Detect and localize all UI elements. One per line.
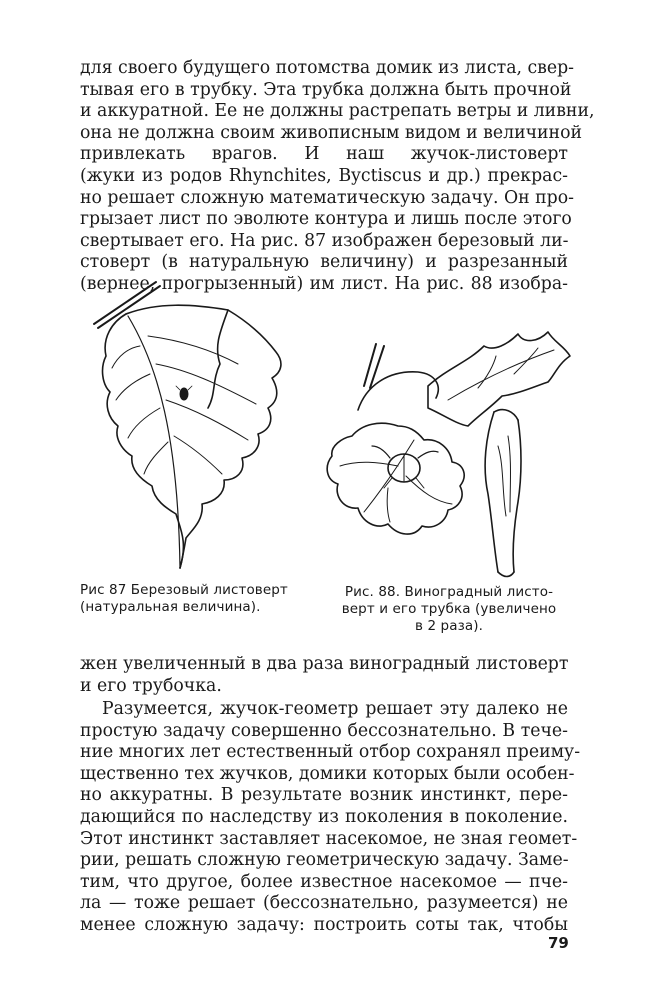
text-line: и его трубочка. bbox=[80, 675, 222, 696]
text-line: Разумеется, жучок-геометр решает эту далеко не bbox=[102, 699, 568, 719]
text-line: менее сложную задачу: построить соты так, чтобы bbox=[80, 914, 568, 935]
text-line: (жуки из родов Rhynchites, Byctiscus и др.) прекрас- bbox=[80, 165, 568, 186]
text-line: тим, что другое, более известное насекомое — пче- bbox=[80, 871, 568, 892]
text-line: но решает сложную математическую задачу. Он про- bbox=[80, 187, 574, 208]
text-line: свертывает его. На рис. 87 изображен березовый ли- bbox=[80, 230, 569, 251]
figure-87-birch-leaf-illustration bbox=[88, 276, 308, 576]
text-line: щественно тех жучков, домики которых были особен- bbox=[80, 763, 575, 784]
text-line: дающийся по наследству из поколения в поколение. bbox=[80, 806, 568, 827]
text-line: для своего будущего потомства домик из листа, свер- bbox=[80, 58, 575, 78]
caption-line: (натуральная величина). bbox=[80, 599, 261, 615]
text-line: ла — тоже решает (бессознательно, разумеется) не bbox=[80, 893, 568, 914]
caption-line: Рис 87 Березовый листоверт bbox=[80, 582, 288, 598]
text-line: Этот инстинкт заставляет насекомое, не зная геомет- bbox=[80, 828, 578, 849]
text-line: ние многих лет естественный отбор сохранял преиму- bbox=[80, 742, 581, 763]
text-line: грызает лист по эволюте контура и лишь после этого bbox=[80, 209, 572, 230]
page-number: 79 bbox=[548, 934, 569, 952]
caption-line: Рис. 88. Виноградный листо- bbox=[344, 584, 554, 600]
continuation-paragraph bbox=[80, 654, 568, 697]
text-line: привлекать врагов. И наш жучок-листоверт bbox=[80, 144, 568, 165]
text-line: (вернее, прогрызенный) им лист. На рис. 88 изобра- bbox=[80, 273, 568, 294]
caption-line: в 2 раза). bbox=[415, 618, 483, 634]
figure-88-grape-leaf-roller-illustration bbox=[318, 316, 576, 580]
text-line: она не должна своим живописным видом и величиной bbox=[80, 122, 583, 143]
text-line: стоверт (в натуральную величину) и разрезанный bbox=[80, 252, 568, 273]
text-line: жен увеличенный в два раза виноградный листоверт bbox=[80, 654, 569, 674]
top-paragraph bbox=[80, 58, 595, 296]
text-line: и аккуратной. Ее не должны растрепать ветры и ливни, bbox=[80, 101, 595, 122]
figure-88-caption bbox=[326, 584, 572, 635]
second-paragraph bbox=[80, 699, 581, 937]
text-line: но аккуратны. В результате возник инстинкт, пере- bbox=[80, 785, 568, 806]
text-line: тывая его в трубку. Эта трубка должна быть прочной bbox=[80, 79, 572, 100]
text-line: простую задачу совершенно бессознательно. В тече- bbox=[80, 720, 568, 741]
caption-line: верт и его трубка (увеличено bbox=[341, 601, 557, 617]
text-line: рии, решать сложную геометрическую задачу. Заме- bbox=[80, 850, 569, 871]
figure-87-caption bbox=[80, 582, 310, 616]
